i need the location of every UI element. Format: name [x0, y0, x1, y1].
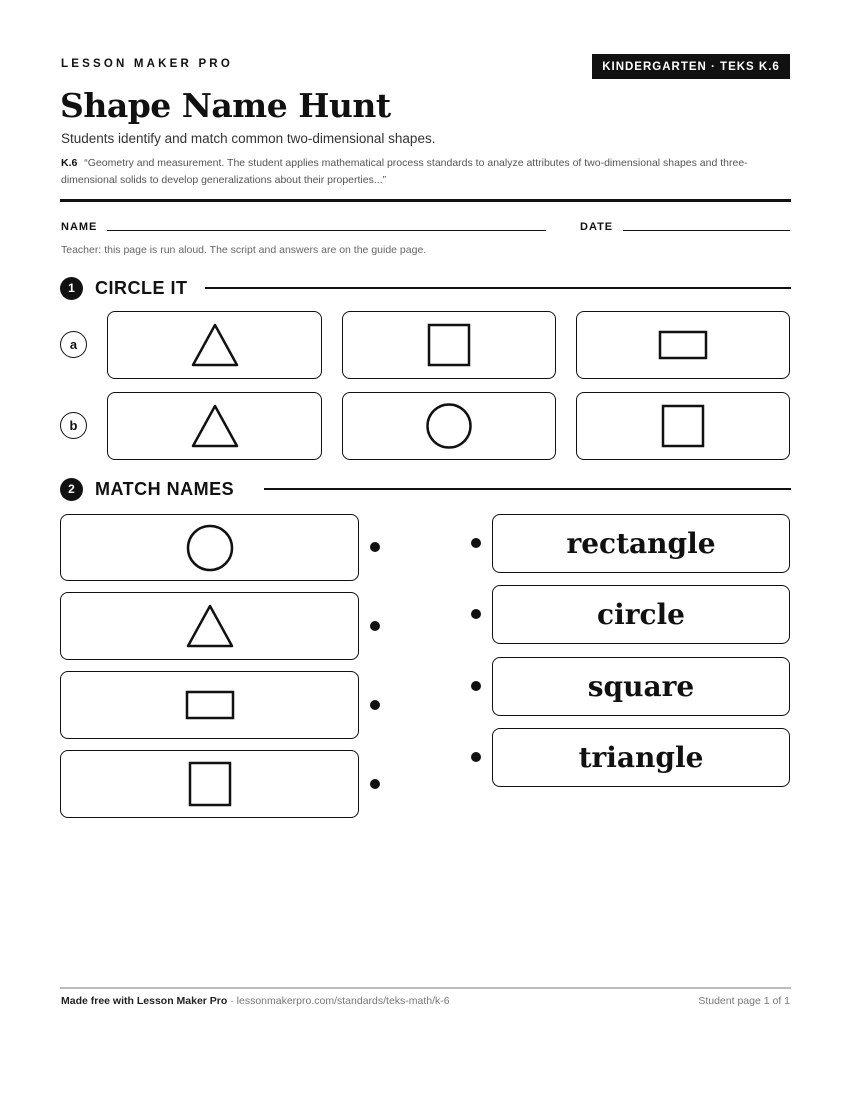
match-left-dot-4[interactable] — [370, 779, 380, 789]
page-subtitle: Students identify and match common two-dimensional shapes. — [61, 131, 436, 146]
footer-page-number: Student page 1 of 1 — [698, 995, 790, 1007]
match-shape-card-4 — [60, 750, 359, 818]
section-1-rule — [205, 287, 791, 289]
match-word-card-1 — [492, 514, 790, 573]
match-word-card-4 — [492, 728, 790, 787]
match-right-dot-2[interactable] — [471, 609, 481, 619]
circle-it-b2-card[interactable] — [342, 392, 556, 460]
match-left-dot-1[interactable] — [370, 542, 380, 552]
date-label: DATE — [580, 221, 614, 233]
match-right-dot-3[interactable] — [471, 681, 481, 691]
section-1-number: 1 — [60, 277, 83, 300]
match-shape-card-3 — [60, 671, 359, 739]
match-word-card-3 — [492, 657, 790, 716]
match-left-dot-3[interactable] — [370, 700, 380, 710]
section-2-heading — [60, 477, 234, 501]
match-right-dot-1[interactable] — [471, 538, 481, 548]
footer-divider — [60, 987, 791, 989]
match-left-dot-2[interactable] — [370, 621, 380, 631]
circle-icon — [424, 401, 474, 451]
teacher-note: Teacher: this page is run aloud. The script and answers are on the guide page. — [61, 244, 427, 256]
name-field[interactable] — [107, 230, 546, 231]
name-label: NAME — [61, 221, 98, 233]
match-right-dot-4[interactable] — [471, 752, 481, 762]
brand-name: LESSON MAKER PRO — [61, 58, 233, 70]
section-2-title: MATCH NAMES — [95, 478, 235, 499]
match-shape-card-2 — [60, 592, 359, 660]
match-word-1: rectangle — [566, 527, 716, 560]
circle-it-b3-card[interactable] — [576, 392, 790, 460]
circle-it-a3-card[interactable] — [576, 311, 790, 379]
match-shape-card-1 — [60, 514, 359, 581]
standard-text: “Geometry and measurement. The student applies mathematical process standards to analyze attributes of two-dimensional shapes and three-dimensional solids to develop generalizations about their properties...” — [61, 157, 748, 186]
match-word-card-2 — [492, 585, 790, 644]
match-word-2: circle — [597, 598, 685, 631]
match-word-4: triangle — [578, 741, 704, 774]
section-2-rule — [264, 488, 791, 490]
footer-made-with: Made free with Lesson Maker Pro — [61, 995, 228, 1007]
triangle-icon — [190, 322, 240, 368]
standard-code: K.6 — [61, 157, 78, 169]
page-title: Shape Name Hunt — [60, 86, 391, 125]
section-1-title: CIRCLE IT — [95, 277, 188, 298]
square-icon — [660, 403, 706, 449]
standard-description — [61, 155, 791, 189]
circle-it-b1-card[interactable] — [107, 392, 322, 460]
rectangle-icon — [657, 329, 709, 361]
match-word-3: square — [587, 670, 695, 703]
triangle-icon — [185, 603, 235, 649]
triangle-icon — [190, 403, 240, 449]
footer-credit — [61, 995, 450, 1007]
square-icon — [426, 322, 472, 368]
circle-it-a1-card[interactable] — [107, 311, 322, 379]
date-field[interactable] — [623, 230, 790, 231]
row-label-b: b — [60, 412, 87, 439]
circle-it-a2-card[interactable] — [342, 311, 556, 379]
footer-url[interactable]: · lessonmakerpro.com/standards/teks-math/k-6 — [230, 995, 450, 1007]
grade-standard-badge: KINDERGARTEN · TEKS K.6 — [592, 54, 790, 79]
square-icon — [187, 760, 233, 808]
rectangle-icon — [184, 689, 236, 721]
section-1-heading — [60, 276, 188, 300]
section-2-number: 2 — [60, 478, 83, 501]
row-label-a: a — [60, 331, 87, 358]
circle-icon — [185, 523, 235, 573]
header-divider — [60, 199, 791, 202]
